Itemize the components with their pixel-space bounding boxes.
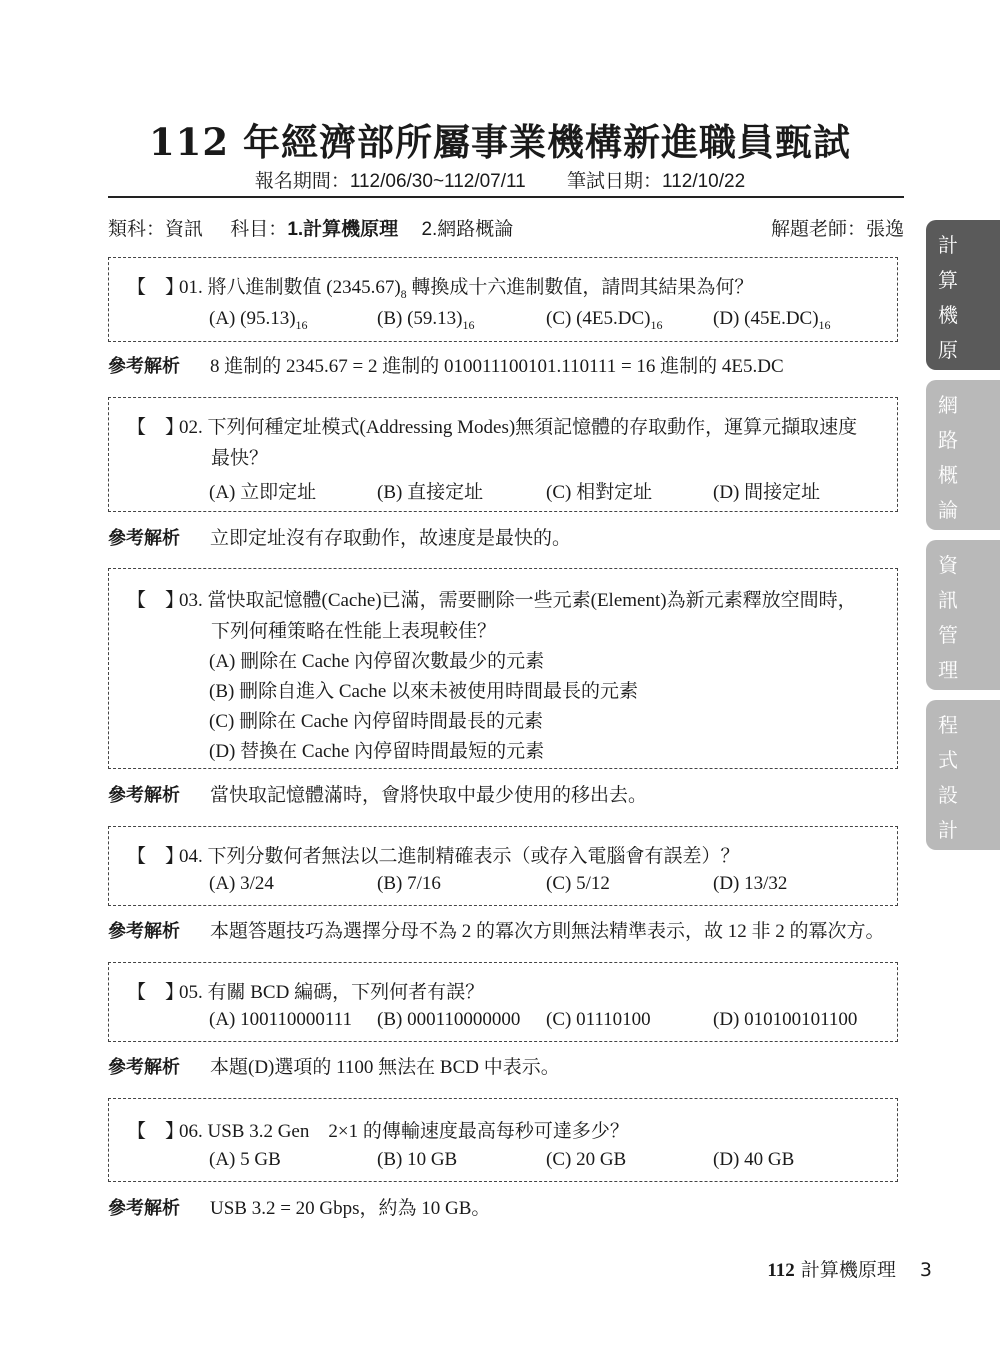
question-text-line2: 下列何種策略在性能上表現較佳？ bbox=[211, 621, 497, 642]
option-b: (B) 7/16 bbox=[377, 873, 441, 894]
option-c: (C) $(4E5.DC)_{16}$ bbox=[546, 308, 663, 332]
question-stem bbox=[127, 272, 753, 302]
answer-label: 參考解析 bbox=[108, 356, 180, 377]
question-number: 01. bbox=[179, 277, 203, 298]
option-d: (D) 40 GB bbox=[713, 1149, 795, 1170]
subject-2: 2.網路概論 bbox=[421, 219, 514, 240]
page-number: 3 bbox=[919, 1259, 932, 1281]
answer-bracket: 【 】 bbox=[127, 277, 185, 298]
option-d: (D) $(45E.DC)_{16}$ bbox=[713, 308, 831, 332]
question-text-line2: 最快？ bbox=[211, 448, 269, 469]
option-c: (C) 5/12 bbox=[546, 873, 610, 894]
answer-explanation-05: 參考解析 本題(D)選項的 1100 無法在 BCD 中表示。 bbox=[108, 1057, 560, 1078]
exam-schedule bbox=[0, 166, 1000, 193]
question-text: USB 3.2 Gen 2×1 的傳輸速度最高每秒可達多少？ bbox=[207, 1121, 629, 1142]
question-stem: 【 】06. USB 3.2 Gen 2×1 的傳輸速度最高每秒可達多少？ bbox=[127, 1121, 629, 1142]
question-box-06 bbox=[108, 1098, 898, 1182]
question-number: 06. bbox=[179, 1121, 203, 1142]
teacher: 解題老師：張逸 bbox=[770, 219, 904, 240]
option-b: (B) 刪除自進入 Cache 以來未被使用時間最長的元素 bbox=[209, 681, 639, 702]
option-d: (D) 替換在 Cache 內停留時間最短的元素 bbox=[209, 741, 545, 762]
option-c: (C) 01110100 bbox=[546, 1009, 651, 1030]
question-number: 02. bbox=[179, 417, 203, 438]
base-subscript: 8 bbox=[400, 286, 407, 301]
option-d: (D) 間接定址 bbox=[713, 482, 821, 503]
answer-text: 本題答題技巧為選擇分母不為 2 的冪次方則無法精準表示，故 12 非 2 的冪次方。 bbox=[210, 921, 885, 942]
tab-network-intro[interactable]: 網 路 概 論 bbox=[926, 380, 1000, 530]
question-text: 將八進制數值 (2345.67) bbox=[207, 277, 401, 298]
option-b: (B) 000110000000 bbox=[377, 1009, 521, 1030]
page-title: 112 年經濟部所屬事業機構新進職員甄試 bbox=[148, 120, 852, 164]
question-text: 當快取記憶體(Cache)已滿，需要刪除一些元素(Element)為新元素釋放空間時， bbox=[207, 590, 857, 611]
answer-explanation-01 bbox=[108, 351, 908, 378]
answer-text: USB 3.2 = 20 Gbps，約為 10 GB。 bbox=[210, 1198, 491, 1219]
question-text: 有關 BCD 編碼，下列何者有誤？ bbox=[207, 982, 485, 1003]
question-stem: 【 】05. 有關 BCD 編碼，下列何者有誤？ bbox=[127, 982, 485, 1003]
answer-explanation-03: 參考解析 當快取記憶體滿時，會將快取中最少使用的移出去。 bbox=[108, 785, 648, 806]
subject-1: 1.計算機原理 bbox=[287, 219, 399, 240]
page-footer bbox=[767, 1255, 932, 1282]
answer-text: 當快取記憶體滿時，會將快取中最少使用的移出去。 bbox=[210, 785, 648, 806]
answer-explanation-06: 參考解析 USB 3.2 = 20 Gbps，約為 10 GB。 bbox=[108, 1198, 491, 1219]
option-a: (A) 立即定址 bbox=[209, 482, 317, 503]
question-stem: 【 】02. 下列何種定址模式(Addressing Modes)無須記憶體的存取動作，運算元擷取速度 bbox=[127, 417, 858, 438]
option-a: (A) 刪除在 Cache 內停留次數最少的元素 bbox=[209, 651, 545, 672]
footer-year: 112 bbox=[767, 1260, 795, 1281]
option-b: (B) 直接定址 bbox=[377, 482, 484, 503]
question-box-05 bbox=[108, 962, 898, 1042]
option-c: (C) 相對定址 bbox=[546, 482, 653, 503]
option-a: (A) 3/24 bbox=[209, 873, 274, 894]
option-c: (C) 20 GB bbox=[546, 1149, 627, 1170]
option-a: (A) 100110000111 bbox=[209, 1009, 353, 1030]
option-a: (A) $(95.13)_{16}$ bbox=[209, 308, 308, 332]
question-stem: 【 】03. 當快取記憶體(Cache)已滿，需要刪除一些元素(Element)為新元素釋放空間時， bbox=[127, 590, 857, 611]
footer-subject: 計算機原理 bbox=[800, 1259, 896, 1281]
question-number: 05. bbox=[179, 982, 203, 1003]
answer-text: 8 進制的 2345.67 = 2 進制的 010011100101.110111 = 16 進制的 4E5.DC bbox=[210, 356, 784, 377]
option-a: (A) 5 GB bbox=[209, 1149, 281, 1170]
tab-information-management[interactable]: 資 訊 管 理 bbox=[926, 540, 1000, 690]
registration-period: 報名期間：112/06/30~112/07/11 bbox=[254, 171, 526, 192]
title-divider bbox=[108, 196, 904, 198]
option-d: (D) 010100101100 bbox=[713, 1009, 858, 1030]
question-box-04 bbox=[108, 826, 898, 906]
answer-text: 本題(D)選項的 1100 無法在 BCD 中表示。 bbox=[210, 1057, 560, 1078]
option-c: (C) 刪除在 Cache 內停留時間最長的元素 bbox=[209, 711, 544, 732]
option-d: (D) 13/32 bbox=[713, 873, 788, 894]
question-box-02 bbox=[108, 397, 898, 512]
question-text-tail: 轉換成十六進制數值，請問其結果為何？ bbox=[406, 277, 754, 298]
option-b: (B) 10 GB bbox=[377, 1149, 458, 1170]
question-number: 03. bbox=[179, 590, 203, 611]
question-stem: 【 】04. 下列分數何者無法以二進制精確表示（或存入電腦會有誤差）？ bbox=[127, 846, 740, 867]
question-box-01 bbox=[108, 257, 898, 342]
option-b: (B) $(59.13)_{16}$ bbox=[377, 308, 475, 332]
question-number: 04. bbox=[179, 846, 203, 867]
answer-text: 立即定址沒有存取動作，故速度是最快的。 bbox=[210, 528, 572, 549]
question-text: 下列何種定址模式(Addressing Modes)無須記憶體的存取動作，運算元擷取速度 bbox=[207, 417, 858, 438]
category: 類科：資訊 bbox=[108, 219, 204, 240]
tab-programming[interactable]: 程 式 設 計 bbox=[926, 700, 1000, 850]
subject-label: 科目： bbox=[230, 219, 288, 240]
answer-explanation-04: 參考解析 本題答題技巧為選擇分母不為 2 的冪次方則無法精準表示，故 12 非 2 的冪次方。 bbox=[108, 921, 885, 942]
tab-computer-principles[interactable]: 計 算 機 原 bbox=[926, 220, 1000, 370]
exam-meta bbox=[108, 214, 904, 241]
question-text: 下列分數何者無法以二進制精確表示（或存入電腦會有誤差）？ bbox=[207, 846, 740, 867]
answer-explanation-02: 參考解析 立即定址沒有存取動作，故速度是最快的。 bbox=[108, 528, 572, 549]
question-box-03 bbox=[108, 568, 898, 769]
exam-date: 筆試日期：112/10/22 bbox=[567, 171, 746, 192]
